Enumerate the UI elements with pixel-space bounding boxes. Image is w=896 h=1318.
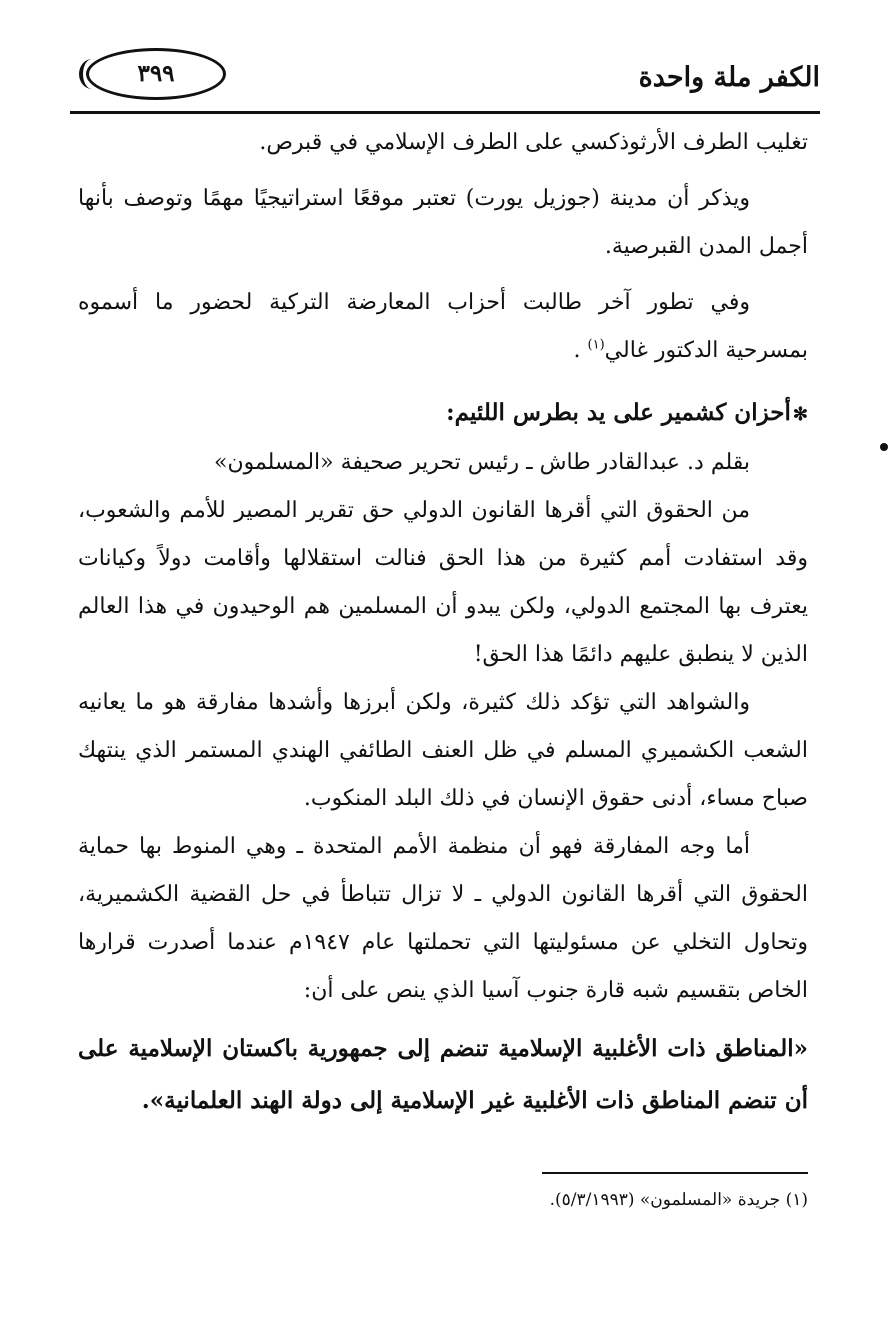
paragraph-3-text: وفي تطور آخر طالبت أحزاب المعارضة التركية لحضور ما أسموه بمسرحية الدكتور غالي bbox=[78, 290, 808, 363]
paragraph-gap bbox=[78, 271, 808, 279]
paragraph-5: والشواهد التي تؤكد ذلك كثيرة، ولكن أبرزها وأشدها مفارقة هو ما يعانيه الشعب الكشميري المسلم في ظل العنف الطائفي الهندي المستمر الذي ينتهك صباح مساء، أدنى حقوق الإنسان في ذلك البلد المنكوب. bbox=[78, 690, 808, 811]
section-heading-text: أحزان كشمير على يد بطرس اللئيم: bbox=[446, 399, 791, 426]
header-rule bbox=[70, 111, 820, 114]
quote-gap bbox=[78, 1015, 808, 1023]
paragraph-1: تغليب الطرف الأرثوذكسي على الطرف الإسلامي في قبرص. bbox=[259, 130, 808, 155]
page-number: ٣٩٩ bbox=[86, 48, 226, 100]
page-body bbox=[78, 119, 808, 1127]
article-byline: بقلم د. عبدالقادر طاش ـ رئيس تحرير صحيفة «المسلمون» bbox=[213, 450, 750, 475]
running-title: الكفر ملة واحدة bbox=[638, 62, 820, 93]
section-gap bbox=[78, 375, 808, 389]
paragraph-4: من الحقوق التي أقرها القانون الدولي حق تقرير المصير للأمم والشعوب، وقد استفادت أمم كثيرة من هذا الحق فنالت استقلالها وأقامت دولاً وكيانات يعترف بها المجتمع الدولي، ولكن يبدو أن المسلمين هم الوحيدون في هذا العالم الذين لا ينطبق عليهم دائمًا هذا الحق! bbox=[78, 498, 809, 667]
asterism-icon: ✻ bbox=[792, 404, 808, 425]
footnote-rule bbox=[542, 1172, 808, 1174]
paragraph-gap bbox=[78, 167, 808, 175]
paragraph-3-end: . bbox=[573, 338, 588, 363]
quoted-resolution: «المناطق ذات الأغلبية الإسلامية تنضم إلى جمهورية باكستان الإسلامية على أن تنضم المناطق ذات الأغلبية غير الإسلامية إلى دولة الهند العلمانية». bbox=[78, 1035, 808, 1114]
paragraph-2: ويذكر أن مدينة (جوزيل يورت) تعتبر موقعًا استراتيجيًا مهمًا وتوصف بأنها أجمل المدن القبرصية. bbox=[78, 186, 808, 259]
paragraph-6: أما وجه المفارقة فهو أن منظمة الأمم المتحدة ـ وهي المنوط بها حماية الحقوق التي أقرها القانون الدولي ـ لا تزال تتباطأ في حل القضية الكشميرية، وتحاول التخلي عن مسئوليتها التي تحملتها عام ١٩٤٧م عندما أصدرت قرارها الخاص بتقسيم شبه قارة جنوب آسيا الذي ينص على أن: bbox=[78, 834, 808, 1003]
paragraph-3 bbox=[78, 279, 808, 375]
margin-dot bbox=[880, 443, 888, 451]
page-header bbox=[70, 40, 820, 110]
footnote: (١) جريدة «المسلمون» (٥/٣/١٩٩٣). bbox=[549, 1190, 808, 1210]
footnote-reference: (١) bbox=[587, 337, 605, 353]
section-heading bbox=[78, 389, 808, 439]
